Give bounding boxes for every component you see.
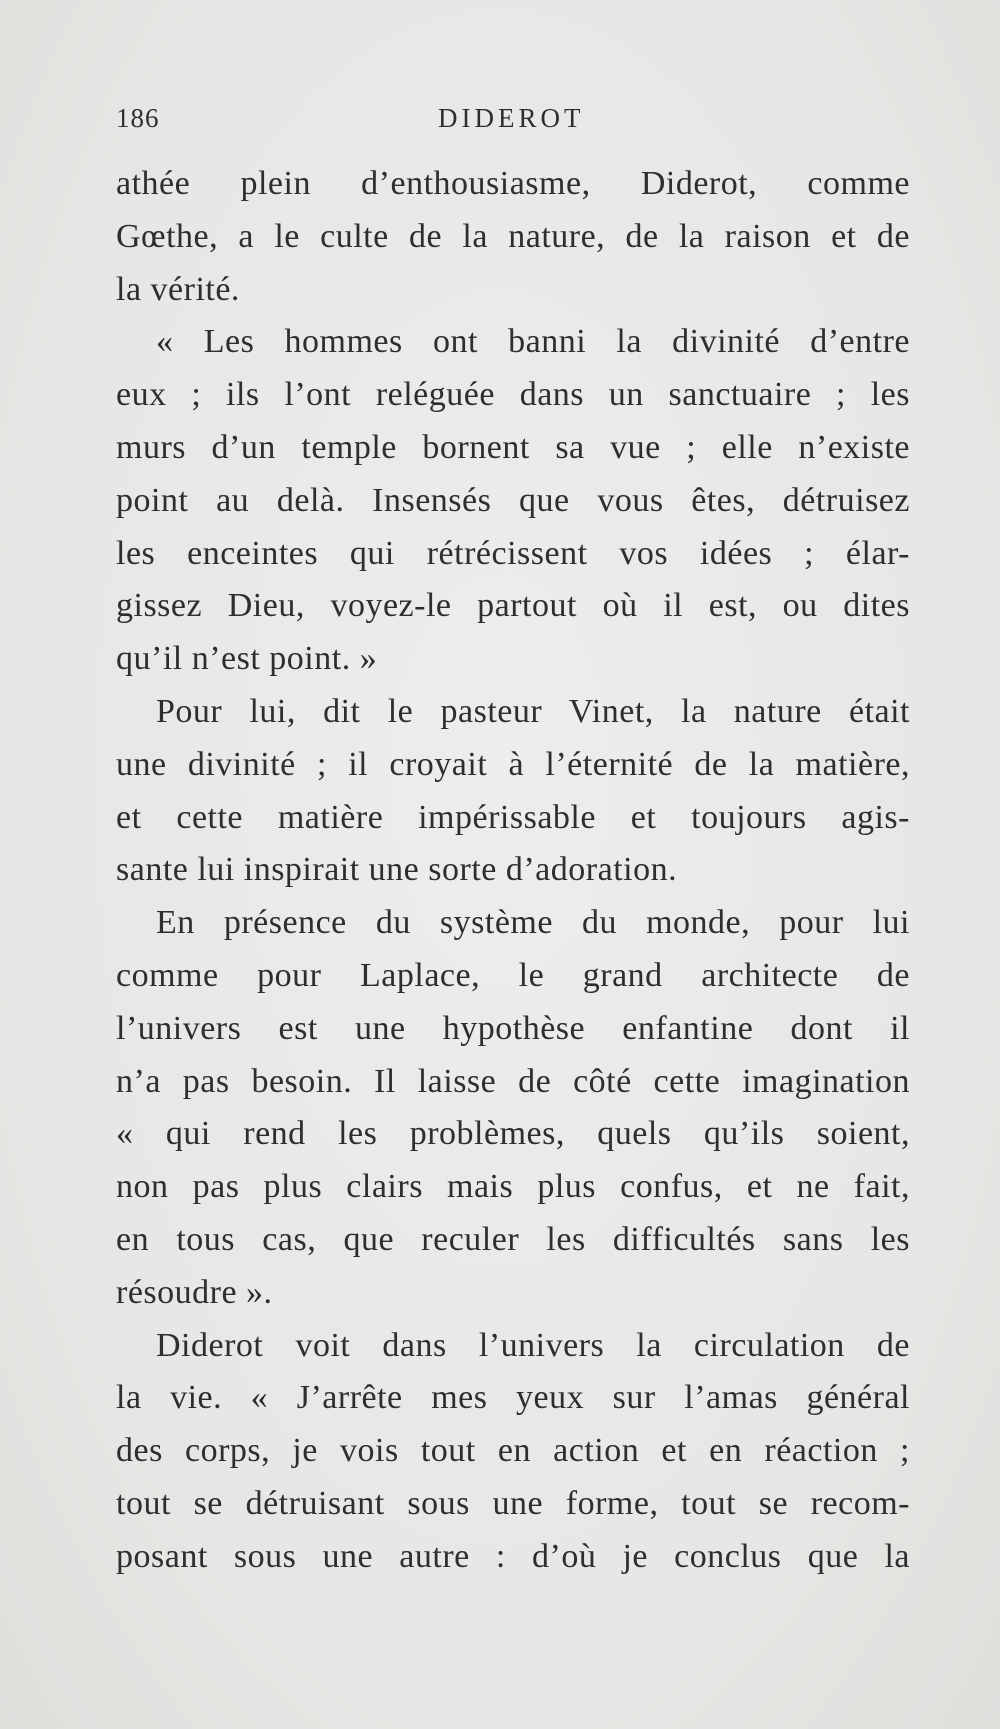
text-line: eux ; ils l’ont reléguée dans un sanctuaire ; les [116,376,910,414]
text-line: sante lui inspirait une sorte d’adoration. [116,851,678,889]
text-line: la vérité. [116,270,240,308]
page-number: 186 [116,103,160,133]
text-line: et cette matière impérissable et toujours agis- [116,798,910,836]
text-line: Diderot voit dans l’univers la circulation de [156,1326,910,1364]
running-title: DIDEROT [438,103,585,133]
text-line: tout se détruisant sous une forme, tout se recom- [116,1484,910,1522]
text-line: des corps, je vois tout en action et en réaction ; [116,1432,910,1470]
text-line: en tous cas, que reculer les difficultés sans les [116,1220,910,1258]
text-line: posant sous une autre : d’où je conclus que la [116,1537,910,1575]
body-text [116,158,910,1584]
text-line: « qui rend les problèmes, quels qu’ils soient, [116,1115,910,1153]
text-line: En présence du système du monde, pour lui [156,904,910,942]
text-line: non pas plus clairs mais plus confus, et ne fait, [116,1168,910,1206]
text-line: n’a pas besoin. Il laisse de côté cette imagination [116,1062,910,1100]
text-line: une divinité ; il croyait à l’éternité de la matière, [116,745,910,783]
text-line: point au delà. Insensés que vous êtes, détruisez [116,481,910,519]
text-line: gissez Dieu, voyez-le partout où il est, ou dites [116,587,910,625]
text-line: « Les hommes ont banni la divinité d’entre [156,323,910,361]
text-line: comme pour Laplace, le grand architecte de [116,956,910,994]
text-line: Gœthe, a le culte de la nature, de la raison et de [116,217,910,255]
text-line: les enceintes qui rétrécissent vos idées ; élar- [116,534,910,572]
text-line: athée plein d’enthousiasme, Diderot, comme [116,165,910,202]
text-line: résoudre ». [116,1273,273,1311]
text-line: Pour lui, dit le pasteur Vinet, la nature était [156,692,910,730]
text-line: qu’il n’est point. » [116,640,378,678]
text-line: murs d’un temple bornent sa vue ; elle n’existe [116,428,910,466]
page-header [116,103,910,143]
text-line: l’univers est une hypothèse enfantine dont il [116,1009,910,1047]
text-line: la vie. « J’arrête mes yeux sur l’amas général [116,1379,910,1417]
